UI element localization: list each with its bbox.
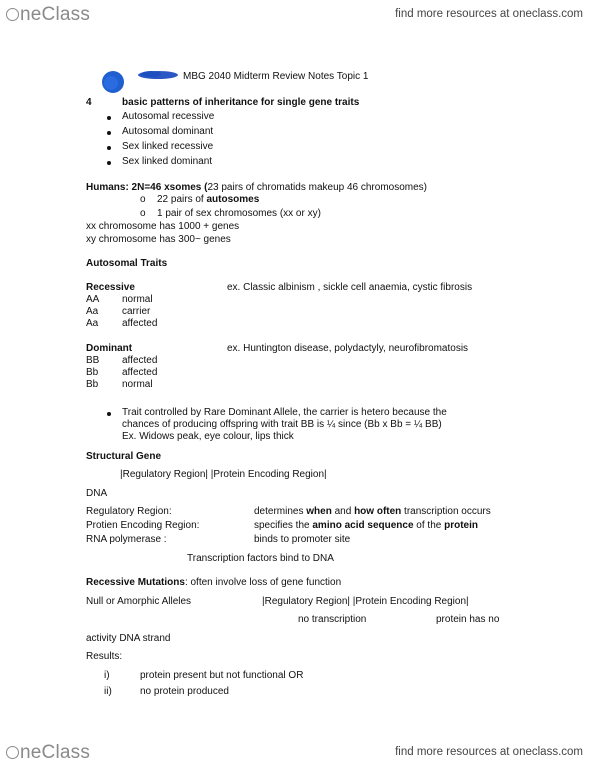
oneclass-logo: neClass <box>6 742 90 764</box>
phenotype: affected <box>122 318 158 329</box>
redaction-blob-icon <box>93 63 183 101</box>
rna-label: RNA polymerase : <box>86 534 167 545</box>
genotype: Aa <box>86 318 99 329</box>
phenotype: normal <box>122 294 153 305</box>
trait-line: chances of producing offspring with trait BB is ¼ since (Bb x Bb = ¼ BB) <box>122 419 442 430</box>
null-label: Null or Amorphic Alleles <box>86 596 192 607</box>
xx-line: xx chromosome has 1000 + genes <box>86 221 240 232</box>
result-text: no protein produced <box>140 686 229 697</box>
genotype: BB <box>86 355 100 366</box>
protein-def: specifies the amino acid sequence of the protein <box>254 520 478 531</box>
dominant-example: ex. Huntington disease, polydactyly, neurofibromatosis <box>227 343 469 354</box>
sex-chrom-line: 1 pair of sex chromosomes (xx or xy) <box>157 208 321 219</box>
logo-o-icon <box>6 8 19 21</box>
genotype: AA <box>86 294 100 305</box>
dominant-heading: Dominant <box>86 343 133 354</box>
autosomes-line: 22 pairs of autosomes <box>157 194 260 205</box>
phenotype: affected <box>122 355 158 366</box>
autosomal-traits-heading: Autosomal Traits <box>86 258 168 269</box>
structural-gene-heading: Structural Gene <box>86 451 162 462</box>
results-label: Results: <box>86 651 123 662</box>
trait-line: Ex. Widows peak, eye colour, lips thick <box>122 431 294 442</box>
phenotype: affected <box>122 367 158 378</box>
bullet <box>107 161 111 165</box>
recessive-heading: Recessive <box>86 282 135 293</box>
bullet <box>107 412 111 416</box>
no-transcription: no transcription <box>298 614 367 625</box>
genotype: Aa <box>86 306 99 317</box>
oneclass-logo: neClass <box>6 4 90 26</box>
pattern-item: Sex linked dominant <box>122 156 213 167</box>
logo-o-icon <box>6 746 19 759</box>
bullet <box>107 131 111 135</box>
pattern-item: Autosomal dominant <box>122 126 214 137</box>
dna-label: DNA <box>86 488 108 499</box>
trait-line: Trait controlled by Rare Dominant Allele, the carrier is hetero because the <box>122 407 447 418</box>
sub-marker: o <box>140 208 146 219</box>
phenotype: carrier <box>122 306 151 317</box>
sub-marker: o <box>140 194 146 205</box>
genotype: Bb <box>86 367 99 378</box>
result-num: ii) <box>104 686 112 697</box>
bullet <box>107 116 111 120</box>
recessive-mutations-line: Recessive Mutations: often involve loss of gene function <box>86 577 342 588</box>
null-regions: |Regulatory Region| |Protein Encoding Region| <box>262 596 469 607</box>
regulatory-label: Regulatory Region: <box>86 506 172 517</box>
protein-label: Protien Encoding Region: <box>86 520 200 531</box>
result-num: i) <box>104 670 110 681</box>
humans-line: Humans: 2N=46 xsomes (23 pairs of chromatids makeup 46 chromosomes) <box>86 182 427 193</box>
header-tagline[interactable]: find more resources at oneclass.com <box>395 8 583 20</box>
activity-line: activity DNA strand <box>86 633 171 644</box>
xy-line: xy chromosome has 300~ genes <box>86 234 231 245</box>
tf-line: Transcription factors bind to DNA <box>187 553 334 564</box>
bullet <box>107 146 111 150</box>
footer-tagline[interactable]: find more resources at oneclass.com <box>395 746 583 758</box>
recessive-example: ex. Classic albinism , sickle cell anaemia, cystic fibrosis <box>227 282 473 293</box>
phenotype: normal <box>122 379 153 390</box>
patterns-heading: basic patterns of inheritance for single gene traits <box>122 97 360 108</box>
genotype: Bb <box>86 379 99 390</box>
num-4: 4 <box>86 97 92 108</box>
result-text: protein present but not functional OR <box>140 670 304 681</box>
regulatory-def: determines when and how often transcription occurs <box>254 506 491 517</box>
pattern-item: Autosomal recessive <box>122 111 215 122</box>
doc-title: MBG 2040 Midterm Review Notes Topic 1 <box>183 71 369 82</box>
rna-def: binds to promoter site <box>254 534 351 545</box>
protein-has-no: protein has no <box>436 614 500 625</box>
pattern-item: Sex linked recessive <box>122 141 214 152</box>
regions-line: |Regulatory Region| |Protein Encoding Region| <box>120 469 327 480</box>
